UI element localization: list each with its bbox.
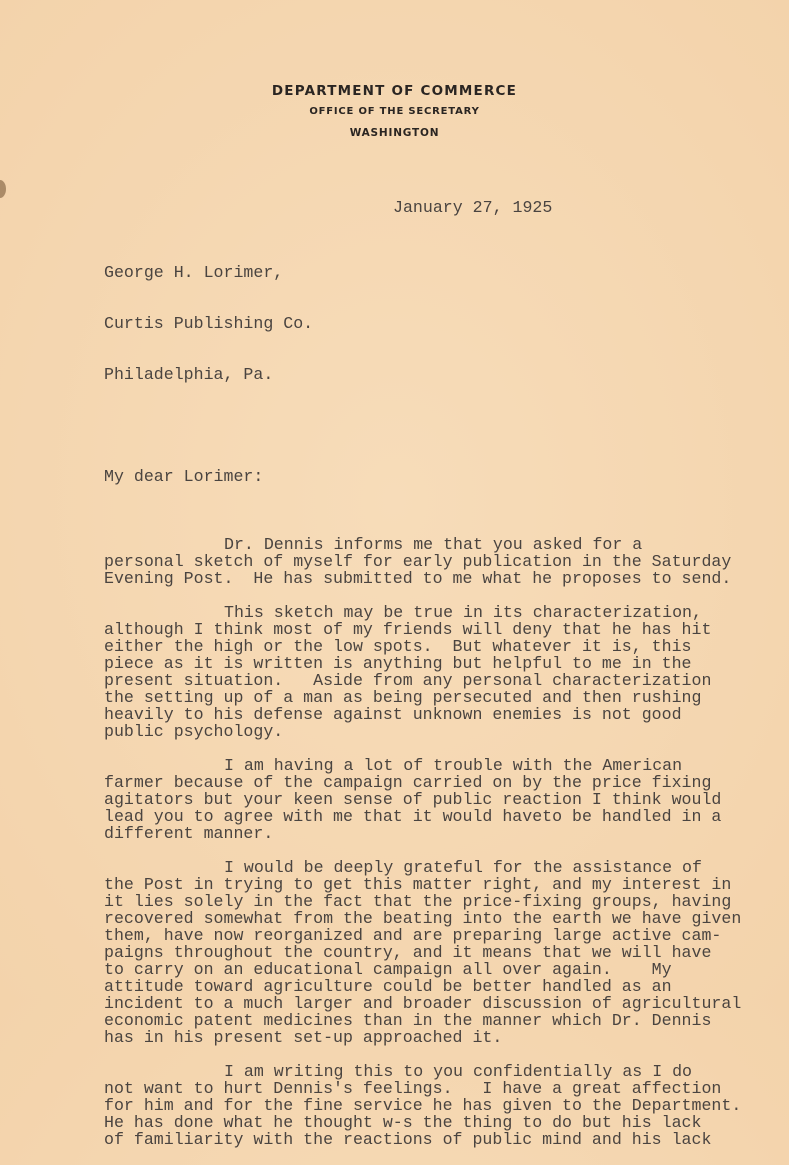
paragraph-line: Evening Post. He has submitted to me what he proposes to send. <box>104 569 732 588</box>
paragraph-line: the setting up of a man as being persecuted and then rushing <box>104 688 702 707</box>
paragraph-line: I am writing this to you confidentially as I do <box>224 1062 693 1081</box>
paragraph-line: them, have now reorganized and are preparing large active cam- <box>104 926 722 945</box>
paragraph-line: This sketch may be true in its characterization, <box>224 603 702 622</box>
paragraph-line: either the high or the low spots. But whatever it is, this <box>104 637 692 656</box>
paragraph-line: I am having a lot of trouble with the American <box>224 756 683 775</box>
recipient-line: Philadelphia, Pa. <box>104 365 274 384</box>
letterhead-office: OFFICE OF THE SECRETARY <box>309 106 480 117</box>
paragraph <box>104 1063 741 1148</box>
paragraph <box>104 757 741 842</box>
paragraph <box>104 536 741 587</box>
paragraph-line: economic patent medicines than in the manner which Dr. Dennis <box>104 1011 712 1030</box>
punch-hole <box>0 180 6 198</box>
paragraph-line: heavily to his defense against unknown enemies is not good <box>104 705 682 724</box>
paragraph-line: He has done what he thought w-s the thing to do but his lack <box>104 1113 702 1132</box>
paragraph-line: attitude toward agriculture could be better handled as an <box>104 977 672 996</box>
paragraph-line: paigns throughout the country, and it means that we will have <box>104 943 712 962</box>
paragraph-line: not want to hurt Dennis's feelings. I have a great affection <box>104 1079 722 1098</box>
paragraph-line: recovered somewhat from the beating into the earth we have given <box>104 909 742 928</box>
paragraph-line: to carry on an educational campaign all over again. My <box>104 960 672 979</box>
letter-date: January 27, 1925 <box>393 198 553 217</box>
paragraph-line: farmer because of the campaign carried on by the price fixing <box>104 773 712 792</box>
letter-body <box>104 230 741 1165</box>
paragraph-line: personal sketch of myself for early publication in the Saturday <box>104 552 732 571</box>
paragraph-line: incident to a much larger and broader discussion of agricultural <box>104 994 742 1013</box>
paragraph-line: present situation. Aside from any personal characterization <box>104 671 712 690</box>
paragraph-line: of familiarity with the reactions of public mind and his lack <box>104 1130 712 1149</box>
letterhead-city: WASHINGTON <box>349 127 440 139</box>
recipient-line: George H. Lorimer, <box>104 263 284 282</box>
paragraph-line: I would be deeply grateful for the assistance of <box>224 858 702 877</box>
salutation: My dear Lorimer: <box>104 467 264 486</box>
paragraph-line: public psychology. <box>104 722 284 741</box>
paragraph-line: Dr. Dennis informs me that you asked for a <box>224 535 643 554</box>
paragraph <box>104 859 741 1046</box>
paragraphs <box>104 519 741 1148</box>
letterhead-department: DEPARTMENT OF COMMERCE <box>271 83 518 99</box>
paragraph-line: for him and for the fine service he has given to the Department. <box>104 1096 742 1115</box>
paragraph-line: it lies solely in the fact that the price-fixing groups, having <box>104 892 732 911</box>
paragraph-line: different manner. <box>104 824 274 843</box>
paragraph <box>104 604 741 740</box>
paragraph-line: piece as it is written is anything but helpful to me in the <box>104 654 692 673</box>
paragraph-line: has in his present set-up approached it. <box>104 1028 503 1047</box>
paragraph-line: agitators but your keen sense of public reaction I think would <box>104 790 722 809</box>
paragraph-line: although I think most of my friends will deny that he has hit <box>104 620 712 639</box>
paragraph-line: lead you to agree with me that it would haveto be handled in a <box>104 807 722 826</box>
paragraph-line: the Post in trying to get this matter right, and my interest in <box>104 875 732 894</box>
recipient-line: Curtis Publishing Co. <box>104 314 314 333</box>
